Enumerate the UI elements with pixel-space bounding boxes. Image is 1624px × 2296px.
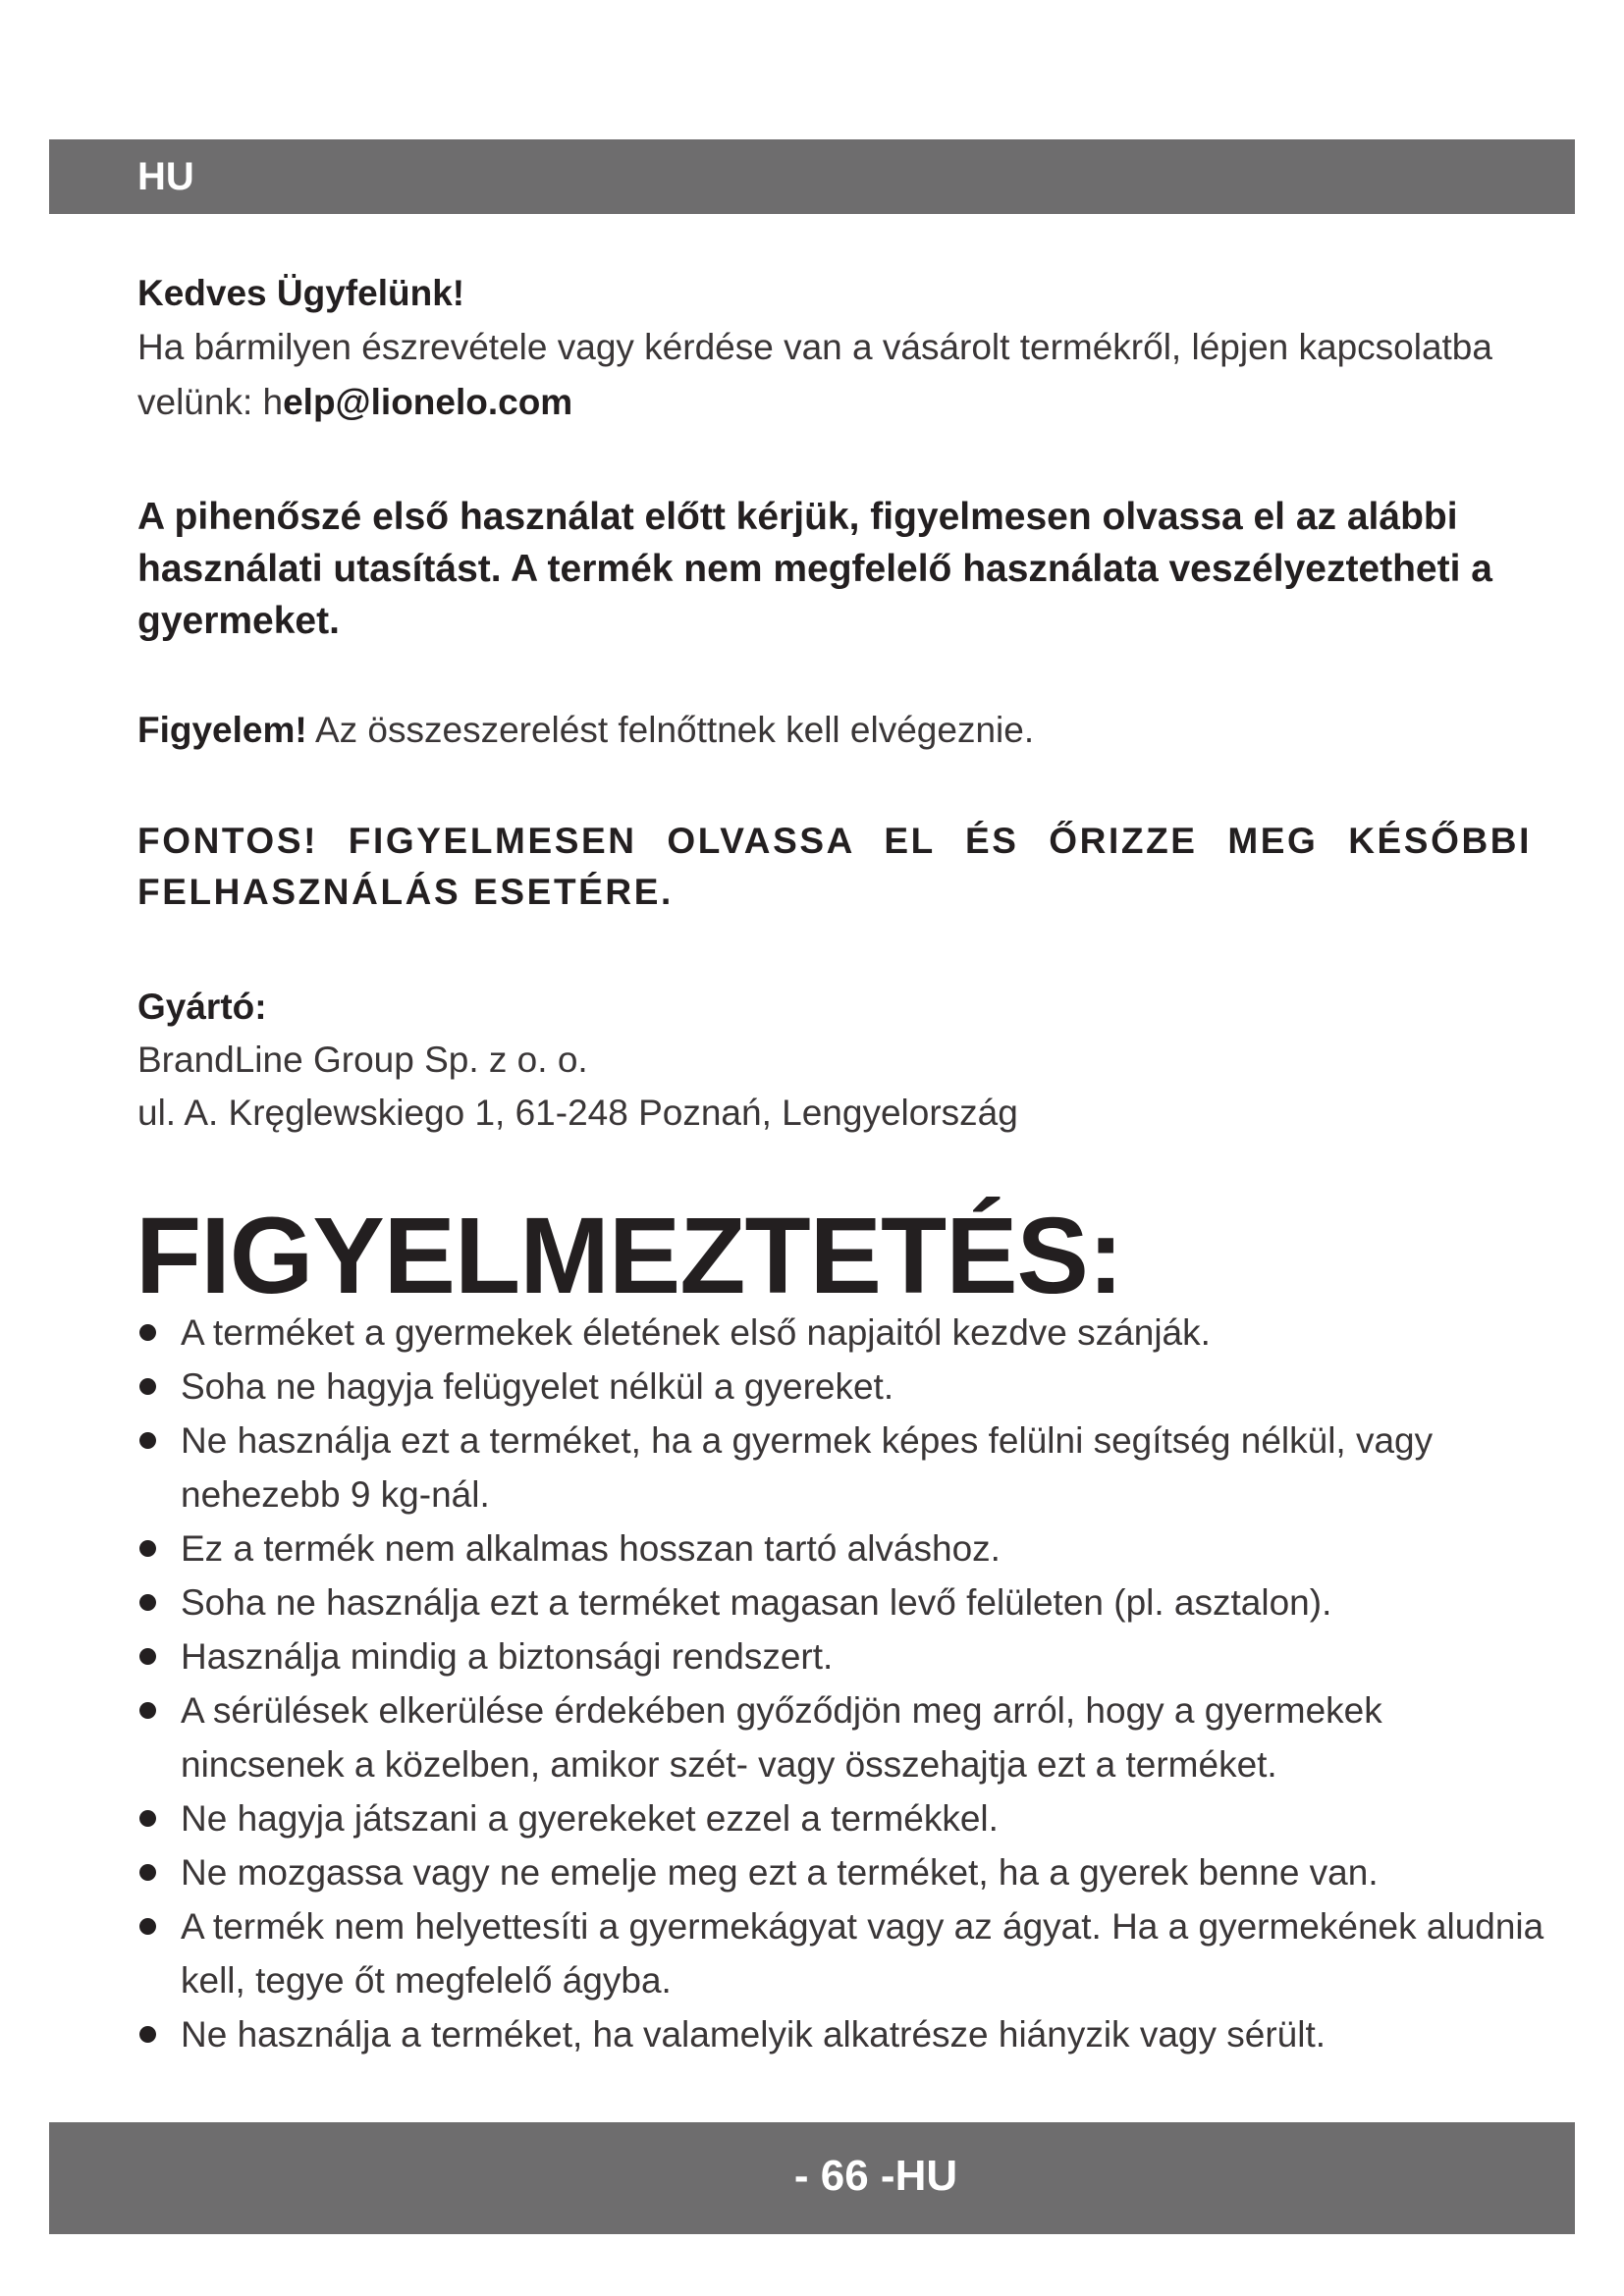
- warning-list: [137, 1306, 1551, 2061]
- bullet-icon: [139, 1864, 156, 1881]
- warning-item-text: Ne használja a terméket, ha valamelyik alkatrésze hiányzik vagy sérült.: [181, 2014, 1326, 2055]
- bullet-icon: [139, 1648, 156, 1665]
- warning-item-text: Soha ne használja ezt a terméket magasan levő felületen (pl. asztalon).: [181, 1582, 1332, 1623]
- warning-item-text: A termék nem helyettesíti a gyermekágyat vagy az ágyat. Ha a gyermekének aludnia kell, tegye őt megfelelő ágyba.: [181, 1906, 1544, 2001]
- language-code: HU: [137, 155, 194, 198]
- warning-item: [137, 1899, 1551, 2007]
- important-notice: FONTOS! FIGYELMESEN OLVASSA EL ÉS ŐRIZZE MEG KÉSŐBBI FELHASZNÁLÁS ESETÉRE.: [137, 821, 1532, 912]
- warning-item: [137, 1791, 1551, 1845]
- warning-item-text: Ne mozgassa vagy ne emelje meg ezt a terméket, ha a gyerek benne van.: [181, 1852, 1379, 1893]
- warning-item: [137, 1845, 1551, 1899]
- warning-item: [137, 1575, 1551, 1629]
- caution-label: Figyelem!: [137, 710, 307, 750]
- caution-note: [137, 704, 1571, 757]
- warning-item: [137, 1683, 1551, 1791]
- bullet-icon: [139, 2026, 156, 2043]
- bullet-icon: [139, 1378, 156, 1395]
- manufacturer-name: BrandLine Group Sp. z o. o.: [137, 1040, 588, 1080]
- greeting-text: [137, 320, 1571, 430]
- warning-item-text: Ez a termék nem alkalmas hosszan tartó alváshoz.: [181, 1528, 1001, 1569]
- intro-warning: A pihenőszé első használat előtt kérjük, figyelmesen olvassa el az alábbi használati utasítást. A termék nem megfelelő használata veszélyeztetheti a gyermeket.: [137, 496, 1492, 642]
- warning-item-text: Ne használja ezt a terméket, ha a gyermek képes felülni segítség nélkül, vagy nehezebb 9 kg-nál.: [181, 1420, 1434, 1515]
- bullet-icon: [139, 1540, 156, 1557]
- warning-item-text: A terméket a gyermekek életének első napjaitól kezdve szánják.: [181, 1312, 1211, 1353]
- warning-item: [137, 1522, 1551, 1575]
- warning-item: [137, 1306, 1551, 1360]
- contact-email[interactable]: elp@lionelo.com: [283, 382, 573, 422]
- warning-item-text: A sérülések elkerülése érdekében győződjön meg arról, hogy a gyermekek nincsenek a közelben, amikor szét- vagy összehajtja ezt a terméket.: [181, 1690, 1382, 1785]
- bullet-icon: [139, 1432, 156, 1449]
- bullet-icon: [139, 1918, 156, 1935]
- warning-item-text: Ne hagyja játszani a gyerekeket ezzel a termékkel.: [181, 1798, 999, 1839]
- caution-text: Az összeszerelést felnőttnek kell elvégeznie.: [306, 710, 1035, 750]
- content: [137, 267, 1571, 1140]
- manufacturer-label: Gyártó:: [137, 987, 267, 1027]
- warning-item-text: Használja mindig a biztonsági rendszert.: [181, 1636, 834, 1677]
- manufacturer-address: ul. A. Kręglewskiego 1, 61-248 Poznań, Lengyelország: [137, 1093, 1018, 1133]
- warning-item: [137, 1414, 1551, 1522]
- warning-item: [137, 2007, 1551, 2061]
- warning-item-text: Soha ne hagyja felügyelet nélkül a gyereket.: [181, 1366, 894, 1407]
- bullet-icon: [139, 1810, 156, 1827]
- footer-bar: [49, 2122, 1575, 2234]
- bullet-icon: [139, 1324, 156, 1341]
- greeting-text-prefix: Ha bármilyen észrevétele vagy kérdése van a vásárolt termékről, lépjen kapcsolatba velünk: h: [137, 327, 1492, 422]
- bullet-icon: [139, 1594, 156, 1611]
- warning-item: [137, 1360, 1551, 1414]
- greeting-title: Kedves Ügyfelünk!: [137, 273, 465, 313]
- bullet-icon: [139, 1702, 156, 1719]
- header-bar: [49, 139, 1575, 214]
- warning-heading: FIGYELMEZTETÉS:: [135, 1196, 1123, 1316]
- page-number: - 66 -HU: [793, 2152, 958, 2200]
- warning-item: [137, 1629, 1551, 1683]
